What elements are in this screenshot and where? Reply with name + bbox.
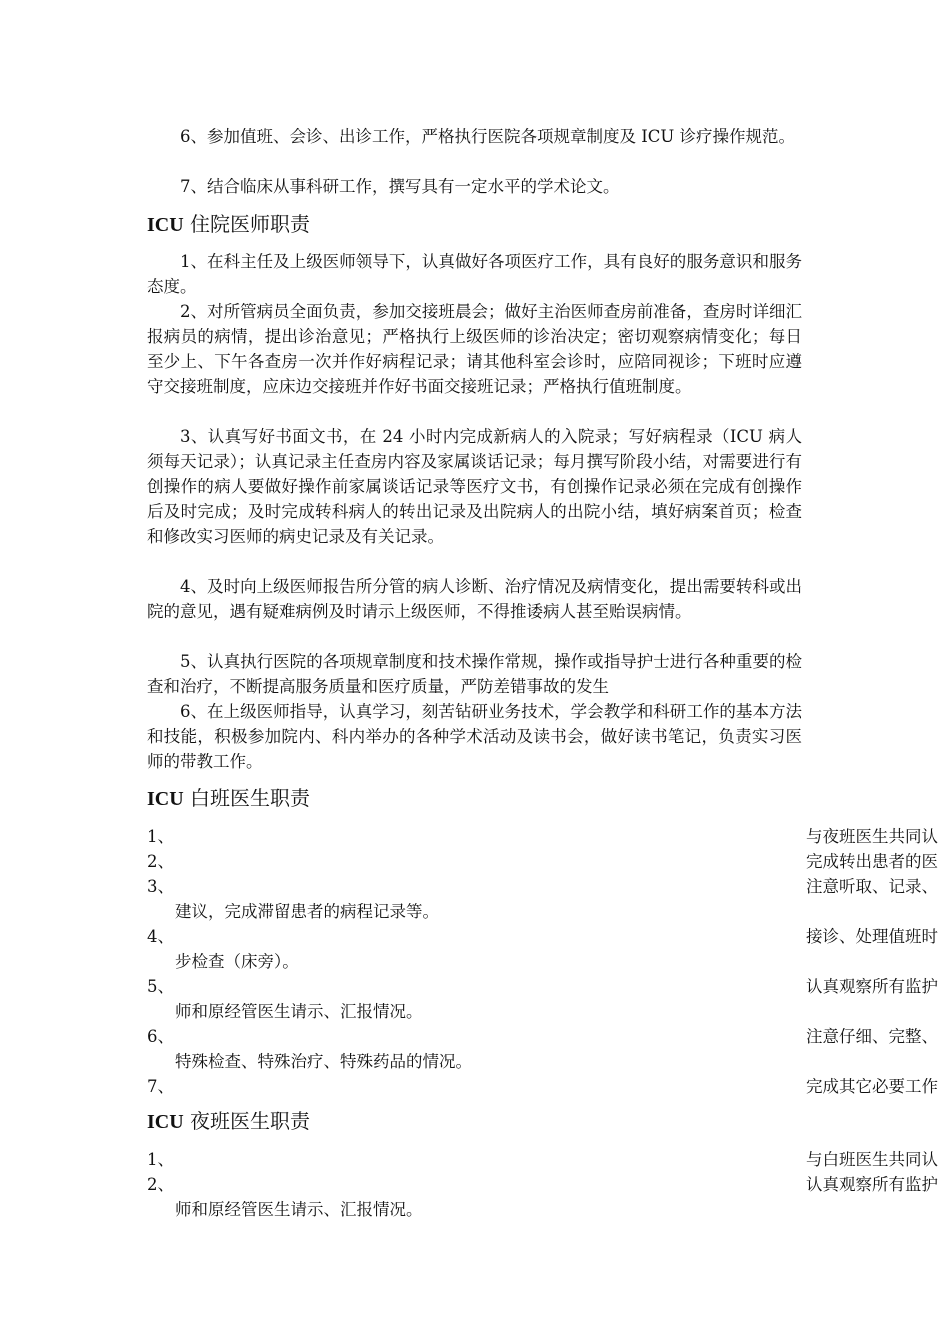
day-item-5-num: 5、 (147, 977, 174, 996)
day-item-6-num: 6、 (147, 1027, 174, 1046)
day-item-3-continuation: 建议，完成滞留患者的病程记录等。 (175, 902, 439, 921)
heading-day-text: 白班医生职责 (183, 786, 311, 810)
night-item-1-text: 与白班医生共同认 (806, 1150, 938, 1169)
day-item-3-text: 注意听取、记录、 (806, 877, 938, 896)
resident-paragraph-2: 2、对所管病员全面负责，参加交接班晨会；做好主治医师查房前准备，查房时详细汇报病员的病情，提出诊治意见；严格执行上级医师的诊治决定；密切观察病情变化；每日至少上、下午各查房一次并作好病程记录；请其他科室会诊时，应陪同视诊；下班时应遵守交接班制度，应床边交接班并作好书面交接班记录；严格执行值班制度。 (147, 302, 802, 396)
resident-paragraph-4: 4、及时向上级医师报告所分管的病人诊断、治疗情况及病情变化，提出需要转科或出院的意见，遇有疑难病例及时请示上级医师，不得推诿病人甚至贻误病情。 (147, 577, 802, 621)
day-item-2-text: 完成转出患者的医 (806, 852, 938, 871)
paragraph-top-7: 7、结合临床从事科研工作，撰写具有一定水平的学术论文。 (180, 177, 620, 196)
day-item-5-continuation: 师和原经管医生请示、汇报情况。 (175, 1002, 423, 1021)
heading-day-prefix: ICU (147, 788, 184, 810)
heading-resident-text: 住院医师职责 (183, 212, 311, 236)
day-item-6-text: 注意仔细、完整、 (806, 1027, 938, 1046)
day-item-5-text: 认真观察所有监护 (806, 977, 938, 996)
night-item-2-continuation: 师和原经管医生请示、汇报情况。 (175, 1200, 423, 1219)
day-item-7-text: 完成其它必要工作 (806, 1077, 938, 1096)
day-item-4-text: 接诊、处理值班时 (806, 927, 938, 946)
day-item-4-num: 4、 (147, 927, 174, 946)
night-item-1-num: 1、 (147, 1150, 174, 1169)
resident-paragraph-5: 5、认真执行医院的各项规章制度和技术操作常规，操作或指导护士进行各种重要的检查和治疗，不断提高服务质量和医疗质量，严防差错事故的发生 (147, 652, 802, 696)
day-item-7-num: 7、 (147, 1077, 174, 1096)
resident-paragraph-3: 3、认真写好书面文书，在 24 小时内完成新病人的入院录；写好病程录（ICU 病人须每天记录）；认真记录主任查房内容及家属谈话记录；每月撰写阶段小结，对需要进行有创操作的病人要做好操作前家属谈话记录等医疗文书，有创操作记录必须在完成有创操作后及时完成；及时完成转科病人的转出记录及出院病人的出院小结，填好病案首页；检查和修改实习医师的病史记录及有关记录。 (147, 427, 802, 546)
heading-night-prefix: ICU (147, 1111, 184, 1133)
day-item-4-continuation: 步检查（床旁）。 (175, 952, 299, 971)
heading-night-shift (147, 1108, 310, 1135)
day-item-1-num: 1、 (147, 827, 174, 846)
night-item-2-num: 2、 (147, 1175, 174, 1194)
heading-night-text: 夜班医生职责 (183, 1109, 311, 1133)
day-item-6-continuation: 特殊检查、特殊治疗、特殊药品的情况。 (175, 1052, 472, 1071)
heading-day-shift (147, 785, 310, 812)
day-item-1-text: 与夜班医生共同认 (806, 827, 938, 846)
paragraph-top-6: 6、参加值班、会诊、出诊工作，严格执行医院各项规章制度及 ICU 诊疗操作规范。 (180, 127, 796, 146)
resident-paragraph-1: 1、在科主任及上级医师领导下，认真做好各项医疗工作，具有良好的服务意识和服务态度。 (147, 252, 802, 296)
heading-resident (147, 211, 310, 238)
heading-resident-prefix: ICU (147, 214, 184, 236)
resident-paragraph-6: 6、在上级医师指导，认真学习，刻苦钻研业务技术，学会教学和科研工作的基本方法和技能，积极参加院内、科内举办的各种学术活动及读书会，做好读书笔记，负责实习医师的带教工作。 (147, 702, 802, 771)
night-item-2-text: 认真观察所有监护 (806, 1175, 938, 1194)
day-item-2-num: 2、 (147, 852, 174, 871)
day-item-3-num: 3、 (147, 877, 174, 896)
